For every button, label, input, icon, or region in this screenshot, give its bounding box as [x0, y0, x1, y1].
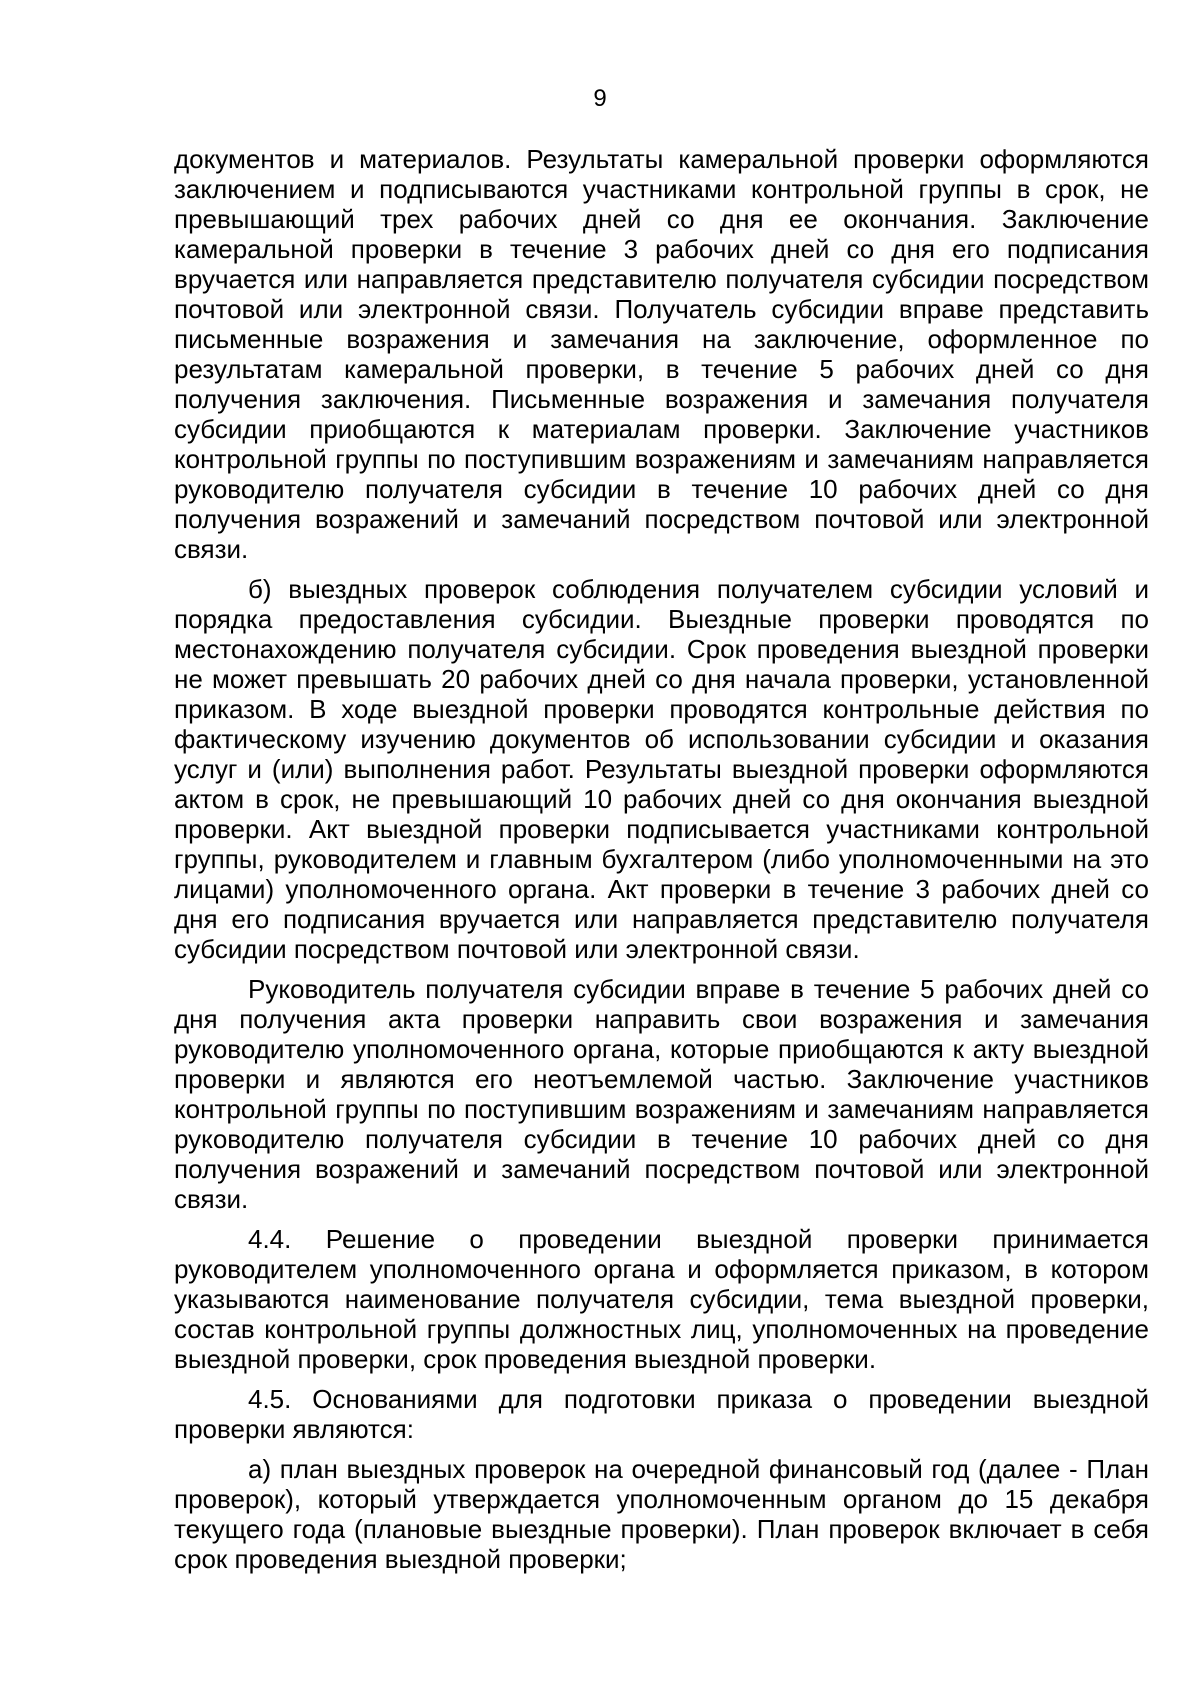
paragraph-objections: Руководитель получателя субсидии вправе в течение 5 рабочих дней со дня получения акта проверки направить свои возражения и замечания руководителю уполномоченного органа, которые приобщаются к акту выездной проверки и являются его неотъемлемой частью. Заключение участников контрольной группы по поступившим возражениям и замечаниям направляется руководителю получателя субсидии в течение 10 рабочих дней со дня получения возражений и замечаний посредством почтовой или электронной связи. [174, 974, 1149, 1214]
page-number: 9 [593, 85, 607, 112]
paragraph-4-5-a: а) план выездных проверок на очередной финансовый год (далее - План проверок), который утверждается уполномоченным органом до 15 декабря текущего года (плановые выездные проверки). План проверок включает в себя срок проведения выездной проверки; [174, 1454, 1149, 1574]
paragraph-4-5: 4.5. Основаниями для подготовки приказа о проведении выездной проверки являются: [174, 1384, 1149, 1444]
paragraph-4-4: 4.4. Решение о проведении выездной проверки принимается руководителем уполномоченного органа и оформляется приказом, в котором указываются наименование получателя субсидии, тема выездной проверки, состав контрольной группы должностных лиц, уполномоченных на проведение выездной проверки, срок проведения выездной проверки. [174, 1224, 1149, 1374]
document-body [174, 144, 1149, 1584]
paragraph-field-checks: б) выездных проверок соблюдения получателем субсидии условий и порядка предоставления субсидии. Выездные проверки проводятся по местонахождению получателя субсидии. Срок проведения выездной проверки не может превышать 20 рабочих дней со дня начала проверки, установленной приказом. В ходе выездной проверки проводятся контрольные действия по фактическому изучению документов об использовании субсидии и оказания услуг и (или) выполнения работ. Результаты выездной проверки оформляются актом в срок, не превышающий 10 рабочих дней со дня окончания выездной проверки. Акт выездной проверки подписывается участниками контрольной группы, руководителем и главным бухгалтером (либо уполномоченными на это лицами) уполномоченного органа. Акт проверки в течение 3 рабочих дней со дня его подписания вручается или направляется представителю получателя субсидии посредством почтовой или электронной связи. [174, 574, 1149, 964]
paragraph-camera-check-conclusion: документов и материалов. Результаты камеральной проверки оформляются заключением и подписываются участниками контрольной группы в срок, не превышающий трех рабочих дней со дня ее окончания. Заключение камеральной проверки в течение 3 рабочих дней со дня его подписания вручается или направляется представителю получателя субсидии посредством почтовой или электронной связи. Получатель субсидии вправе представить письменные возражения и замечания на заключение, оформленное по результатам камеральной проверки, в течение 5 рабочих дней со дня получения заключения. Письменные возражения и замечания получателя субсидии приобщаются к материалам проверки. Заключение участников контрольной группы по поступившим возражениям и замечаниям направляется руководителю получателя субсидии в течение 10 рабочих дней со дня получения возражений и замечаний посредством почтовой или электронной связи. [174, 144, 1149, 564]
